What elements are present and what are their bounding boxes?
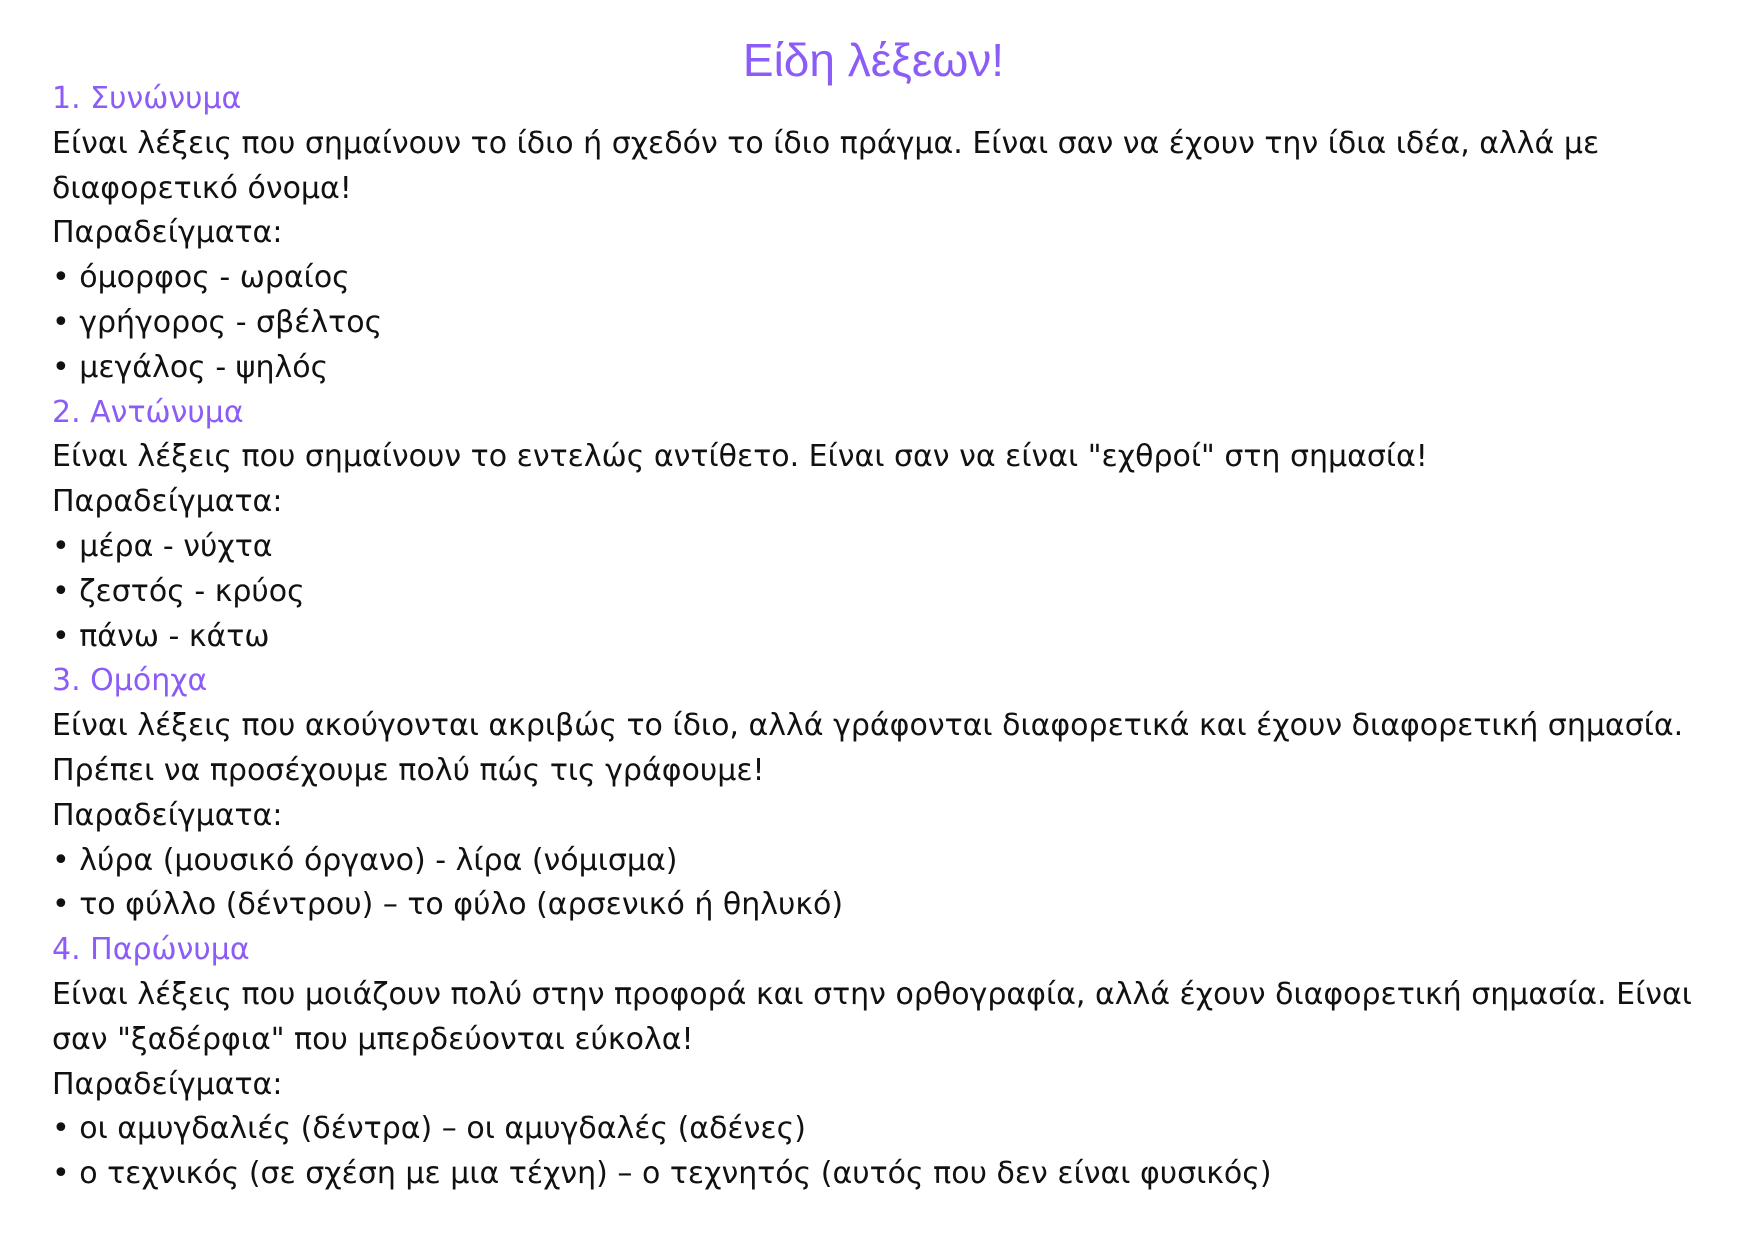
- list-item: • μεγάλος - ψηλός: [52, 346, 1712, 391]
- list-item: • όμορφος - ωραίος: [52, 256, 1712, 301]
- page-title: Είδη λέξεων!: [742, 34, 1005, 86]
- examples-list-antonyms: [52, 525, 1712, 659]
- examples-list-paronyms: [52, 1107, 1712, 1197]
- list-item: • ο τεχνικός (σε σχέση με μια τέχνη) – ο τεχνητός (αυτός που δεν είναι φυσικός): [52, 1152, 1712, 1197]
- list-item: • μέρα - νύχτα: [52, 525, 1712, 570]
- list-item: • οι αμυγδαλιές (δέντρα) – οι αμυγδαλές (αδένες): [52, 1107, 1712, 1152]
- examples-label: Παραδείγματα:: [52, 215, 283, 251]
- list-item: • πάνω - κάτω: [52, 615, 1712, 660]
- section-description-paronyms: Είναι λέξεις που μοιάζουν πολύ στην προφορά και στην ορθογραφία, αλλά έχουν διαφορετική σημασία. Είναι σαν "ξαδέρφια" που μπερδεύονται εύκολα!: [52, 976, 1692, 1057]
- examples-list-homophones: [52, 839, 1712, 929]
- list-item: • το φύλλο (δέντρου) – το φύλο (αρσενικό ή θηλυκό): [52, 883, 1712, 928]
- content: [52, 77, 1712, 1197]
- examples-label: Παραδείγματα:: [52, 797, 283, 833]
- section-description-antonyms: Είναι λέξεις που σημαίνουν το εντελώς αντίθετο. Είναι σαν να είναι "εχθροί" στη σημασία!: [52, 439, 1428, 475]
- list-item: • γρήγορος - σβέλτος: [52, 301, 1712, 346]
- section-description-synonyms: Είναι λέξεις που σημαίνουν το ίδιο ή σχεδόν το ίδιο πράγμα. Είναι σαν να έχουν την ίδια ιδέα, αλλά με διαφορετικό όνομα!: [52, 125, 1600, 206]
- section-heading-antonyms: 2. Αντώνυμα: [52, 394, 244, 430]
- section-description-homophones: Είναι λέξεις που ακούγονται ακριβώς το ίδιο, αλλά γράφονται διαφορετικά και έχουν διαφορετική σημασία. Πρέπει να προσέχουμε πολύ πώς τις γράφουμε!: [52, 708, 1684, 788]
- examples-label: Παραδείγματα:: [52, 484, 283, 520]
- section-heading-homophones: 3. Ομόηχα: [52, 663, 208, 699]
- examples-label: Παραδείγματα:: [52, 1066, 283, 1102]
- examples-list-synonyms: [52, 256, 1712, 390]
- list-item: • ζεστός - κρύος: [52, 570, 1712, 615]
- section-heading-synonyms: 1. Συνώνυμα: [52, 81, 242, 116]
- list-item: • λύρα (μουσικό όργανο) - λίρα (νόμισμα): [52, 839, 1712, 884]
- section-heading-paronyms: 4. Παρώνυμα: [52, 932, 250, 968]
